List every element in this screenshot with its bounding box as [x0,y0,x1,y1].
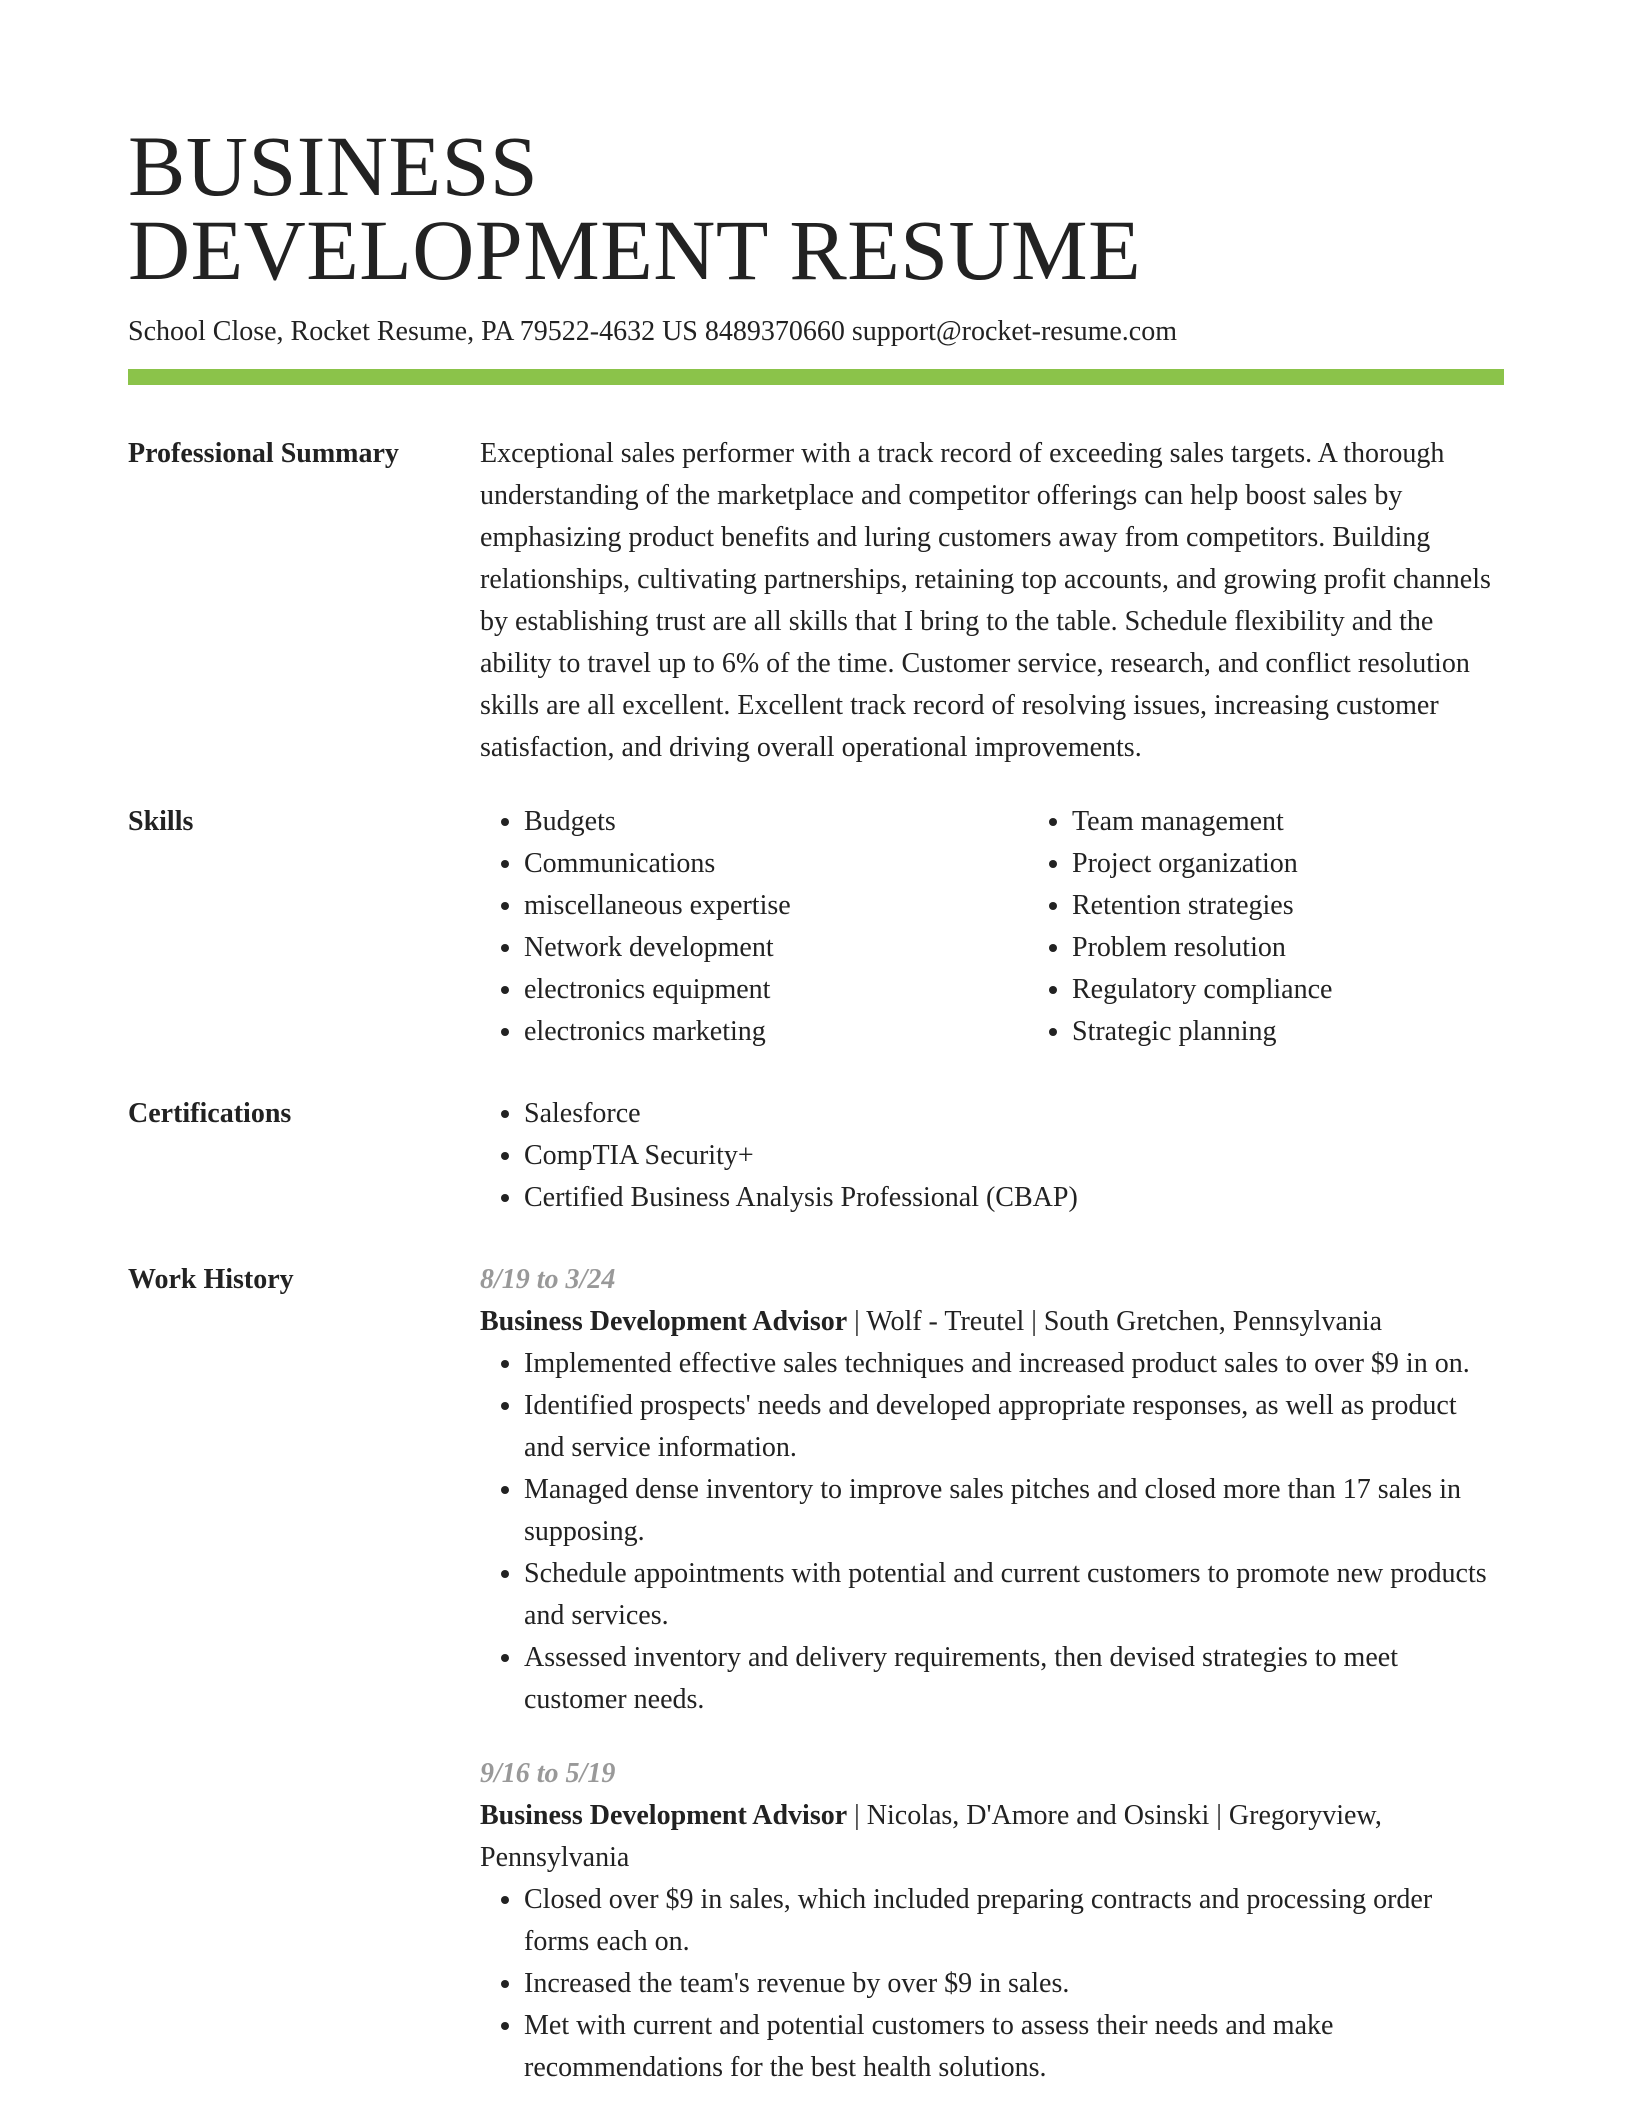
job-bullet: • Schedule appointments with potential and current customers to promote new products and services. [524,1553,1504,1637]
skills-section [128,801,1504,1053]
work-history-heading: Work History [128,1264,294,1295]
skills-list-left [480,801,1028,1053]
job-dates: 9/16 to 5/19 [480,1758,616,1789]
skills-list-right [1028,801,1576,1053]
resume-title-line-1: BUSINESS [128,118,539,214]
job-bullet: • Managed dense inventory to improve sales pitches and closed more than 17 sales in supposing. [524,1469,1504,1553]
job-title-line [480,1301,1504,1343]
summary-text: Exceptional sales performer with a track record of exceeding sales targets. A thorough understanding of the marketplace and competitor offerings can help boost sales by emphasizing product benefits and luring customers away from competitors. Building relationships, cultivating partnerships, retaining top accounts, and growing profit channels by establishing trust are all skills that I bring to the table. Schedule flexibility and the ability to travel up to 6% of the time. Customer service, research, and conflict resolution skills are all excellent. Excellent track record of resolving issues, increasing customer satisfaction, and driving overall operational improvements. [480,438,1491,763]
skills-body [480,801,1576,1053]
job-bullet: • Increased the team's revenue by over $9 in sales. [524,1963,1504,2005]
job-dates: 8/19 to 3/24 [480,1264,616,1295]
job-bullet: • Assessed inventory and delivery requirements, then devised strategies to meet customer needs. [524,1637,1504,1721]
skill-item: • Retention strategies [1072,885,1576,927]
work-history-section [128,1259,1504,2121]
resume-title [128,118,1504,298]
skill-item: • Budgets [524,801,1028,843]
resume-title-line-2: DEVELOPMENT RESUME [128,202,1142,298]
skill-item: • Network development [524,927,1028,969]
skills-columns [480,801,1576,1053]
summary-body [480,433,1504,769]
job-bullet: • Closed over $9 in sales, which included preparing contracts and processing order forms each on. [524,1879,1504,1963]
job-details: | Nicolas, D'Amore and Osinski | Gregoryview, Pennsylvania [480,1800,1382,1873]
resume-page [128,118,1504,2121]
job-responsibilities [480,1879,1504,2089]
job-bullet: • Implemented effective sales techniques and increased product sales to over $9 in on. [524,1343,1504,1385]
skill-item: • Communications [524,843,1028,885]
certifications-list [480,1093,1504,1219]
skills-heading: Skills [128,806,194,837]
job-title-line [480,1795,1504,1879]
certifications-body [480,1093,1504,1219]
skill-item: • Problem resolution [1072,927,1576,969]
skill-item: • miscellaneous expertise [524,885,1028,927]
certification-item: • Certified Business Analysis Professional (CBAP) [524,1177,1504,1219]
certifications-heading: Certifications [128,1098,292,1129]
job-entry [480,1259,1504,1721]
job-role: Business Development Advisor [480,1306,848,1337]
skill-item: • electronics marketing [524,1011,1028,1053]
job-role: Business Development Advisor [480,1800,848,1831]
job-details: | Wolf - Treutel | South Gretchen, Pennsylvania [847,1306,1383,1337]
job-entry [480,1753,1504,2089]
skill-item: • Project organization [1072,843,1576,885]
skill-item: • Strategic planning [1072,1011,1576,1053]
certification-item: • CompTIA Security+ [524,1135,1504,1177]
work-history-body [480,1259,1504,2121]
skill-item: • Team management [1072,801,1576,843]
job-responsibilities [480,1343,1504,1721]
skill-item: • electronics equipment [524,969,1028,1011]
summary-section [128,433,1504,769]
job-bullet: • Identified prospects' needs and developed appropriate responses, as well as product and service information. [524,1385,1504,1469]
contact-info: School Close, Rocket Resume, PA 79522-4632 US 8489370660 support@rocket-resume.com [128,316,1178,347]
accent-divider [128,369,1504,385]
job-bullet: • Met with current and potential customers to assess their needs and make recommendations for the best health solutions. [524,2005,1504,2089]
skill-item: • Regulatory compliance [1072,969,1576,1011]
summary-heading: Professional Summary [128,438,399,469]
certifications-section [128,1093,1504,1219]
certification-item: • Salesforce [524,1093,1504,1135]
